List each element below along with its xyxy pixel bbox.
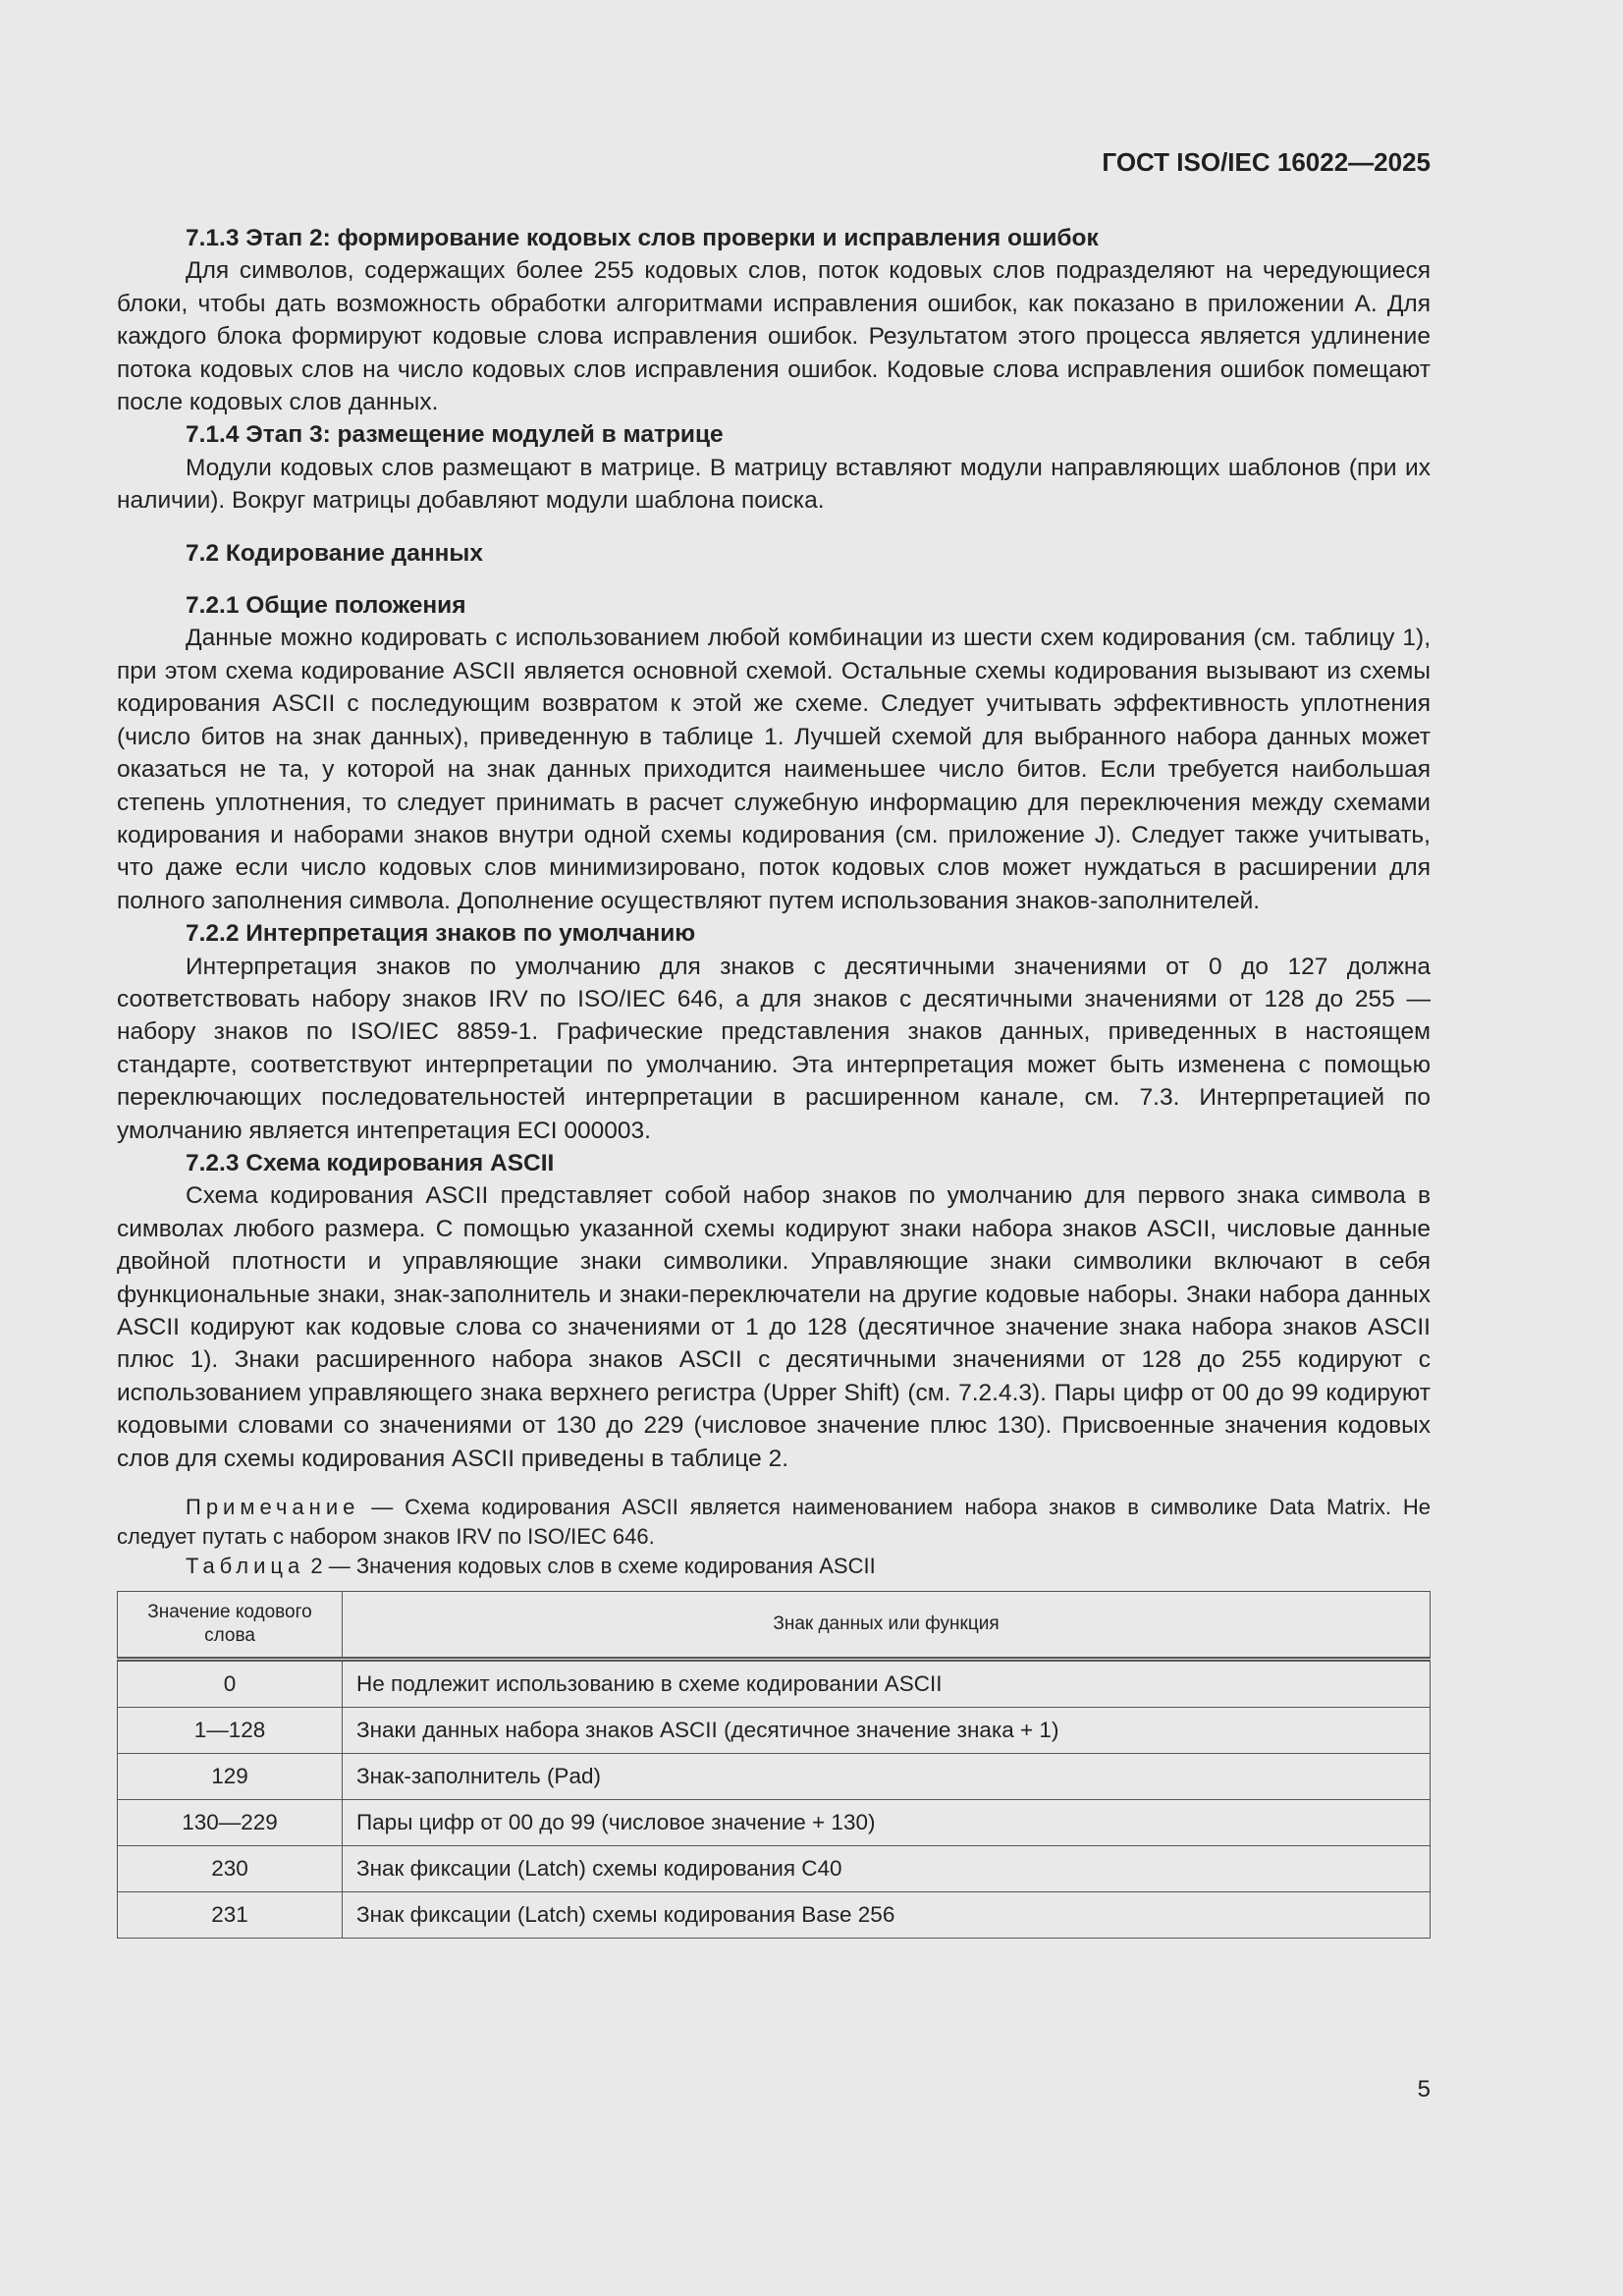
table-cell-function: Пары цифр от 00 до 99 (числовое значение + 130) [343,1800,1431,1846]
table-caption [117,1552,1431,1581]
table-row [118,1892,1431,1939]
table-cell-function: Знак-заполнитель (Pad) [343,1754,1431,1800]
table-header-row [118,1592,1431,1660]
table-cell-value: 0 [118,1660,343,1708]
table-cell-value: 231 [118,1892,343,1939]
section-heading-723: 7.2.3 Схема кодирования ASCII [186,1149,555,1176]
section-paragraph-723: Схема кодирования ASCII представляет собой набор знаков по умолчанию для первого знака символа в символах любого размера. С помощью указанной схемы кодируют знаки набора знаков ASCII, числовые данные двойной плотности и управляющие знаки символики. Управляющие знаки символики включают в себя функциональные знаки, знак-заполнитель и знаки-переключатели на другие кодовые наборы. Знаки набора данных ASCII кодируют как кодовые слова со значениями от 1 до 128 (десятичное значение знака набора знаков ASCII плюс 1). Знаки расширенного набора знаков ASCII с десятичными значениями от 128 до 255 кодируют с использованием управляющего знака верхнего регистра (Upper Shift) (см. 7.2.4.3). Пары цифр от 00 до 99 кодируют кодовыми словами со значениями от 130 до 229 (числовое значение плюс 130). Присвоенные значения кодовых слов для схемы кодирования ASCII приведены в таблице 2. [117,1182,1431,1472]
table-cell-value: 130—229 [118,1800,343,1846]
section-paragraph-713: Для символов, содержащих более 255 кодовых слов, поток кодовых слов подразделяют на чередующиеся блоки, чтобы дать возможность обработки алгоритмами исправления ошибок, как показано в приложении А. Для каждого блока формируют кодовые слова исправления ошибок. Результатом этого процесса является удлинение потока кодовых слов на число кодовых слов исправления ошибок. Кодовые слова исправления ошибок помещают после кодовых слов данных. [117,257,1431,416]
table-caption-text: 2 — Значения кодовых слов в схеме кодирования ASCII [304,1554,876,1579]
table-cell-value: 129 [118,1754,343,1800]
table-cell-value: 230 [118,1846,343,1892]
section-paragraph-714: Модули кодовых слов размещают в матрице. В матрицу вставляют модули направляющих шаблонов (при их наличии). Вокруг матрицы добавляют модули шаблона поиска. [117,454,1431,515]
table-header-function: Знак данных или функция [343,1592,1431,1660]
section-heading-72: 7.2 Кодирование данных [186,539,483,567]
table-row [118,1846,1431,1892]
section-heading-713: 7.1.3 Этап 2: формирование кодовых слов проверки и исправления ошибок [186,225,1099,251]
table-row [118,1708,1431,1754]
table-row [118,1754,1431,1800]
note-text: — Схема кодирования ASCII является наименованием набора знаков в символике Data Matrix. Не следует путать с набором знаков IRV по ISO/IEC 646. [117,1495,1431,1550]
section-paragraph-721: Данные можно кодировать с использованием любой комбинации из шести схем кодирования (см. таблицу 1), при этом схема кодирование ASCII является основной схемой. Остальные схемы кодирования вызывают из схемы кодирования ASCII с последующим возвратом к этой же схеме. Следует учитывать эффективность уплотнения (число битов на знак данных), приведенную в таблице 1. Лучшей схемой для выбранного набора данных может оказаться не та, у которой на знак данных приходится наименьшее число битов. Если требуется наибольшая степень уплотнения, то следует принимать в расчет служебную информацию для переключения между схемами кодирования и наборами знаков внутри одной схемы кодирования (см. приложение J). Следует также учитывать, что даже если число кодовых слов минимизировано, поток кодовых слов может нуждаться в расширении для полного заполнения символа. Дополнение осуществляют путем использования знаков-заполнителей. [117,625,1431,914]
note-label: Примечание [186,1495,360,1520]
table-caption-label: Таблица [186,1554,305,1579]
table-cell-function: Знаки данных набора знаков ASCII (десятичное значение знака + 1) [343,1708,1431,1754]
document-header: ГОСТ ISO/IEC 16022—2025 [1102,147,1431,177]
table-row [118,1660,1431,1708]
document-body [117,222,1431,1939]
table-cell-function: Знак фиксации (Latch) схемы кодирования Base 256 [343,1892,1431,1939]
table-cell-function: Знак фиксации (Latch) схемы кодирования C40 [343,1846,1431,1892]
codeword-table [117,1591,1431,1939]
note [117,1493,1431,1552]
page-number: 5 [1417,2076,1431,2103]
table-cell-value: 1—128 [118,1708,343,1754]
table-cell-function: Не подлежит использованию в схеме кодировании ASCII [343,1660,1431,1708]
section-heading-721: 7.2.1 Общие положения [186,592,466,620]
table-row [118,1800,1431,1846]
section-paragraph-722: Интерпретация знаков по умолчанию для знаков с десятичными значениями от 0 до 127 должна соответствовать набору знаков IRV по ISO/IEC 646, а для знаков с десятичными значениями от 128 до 255 — набору знаков по ISO/IEC 8859-1. Графические представления знаков данных, приведенных в настоящем стандарте, соответствуют интерпретации по умолчанию. Эта интерпретация может быть изменена с помощью переключающих последовательностей интерпретации в расширенном канале, см. 7.3. Интерпретацией по умолчанию является интепретация ECI 000003. [117,953,1431,1144]
section-heading-722: 7.2.2 Интерпретация знаков по умолчанию [186,920,696,948]
table-header-codeword-value: Значение кодового слова [118,1592,343,1660]
section-heading-714: 7.1.4 Этап 3: размещение модулей в матрице [186,421,724,449]
